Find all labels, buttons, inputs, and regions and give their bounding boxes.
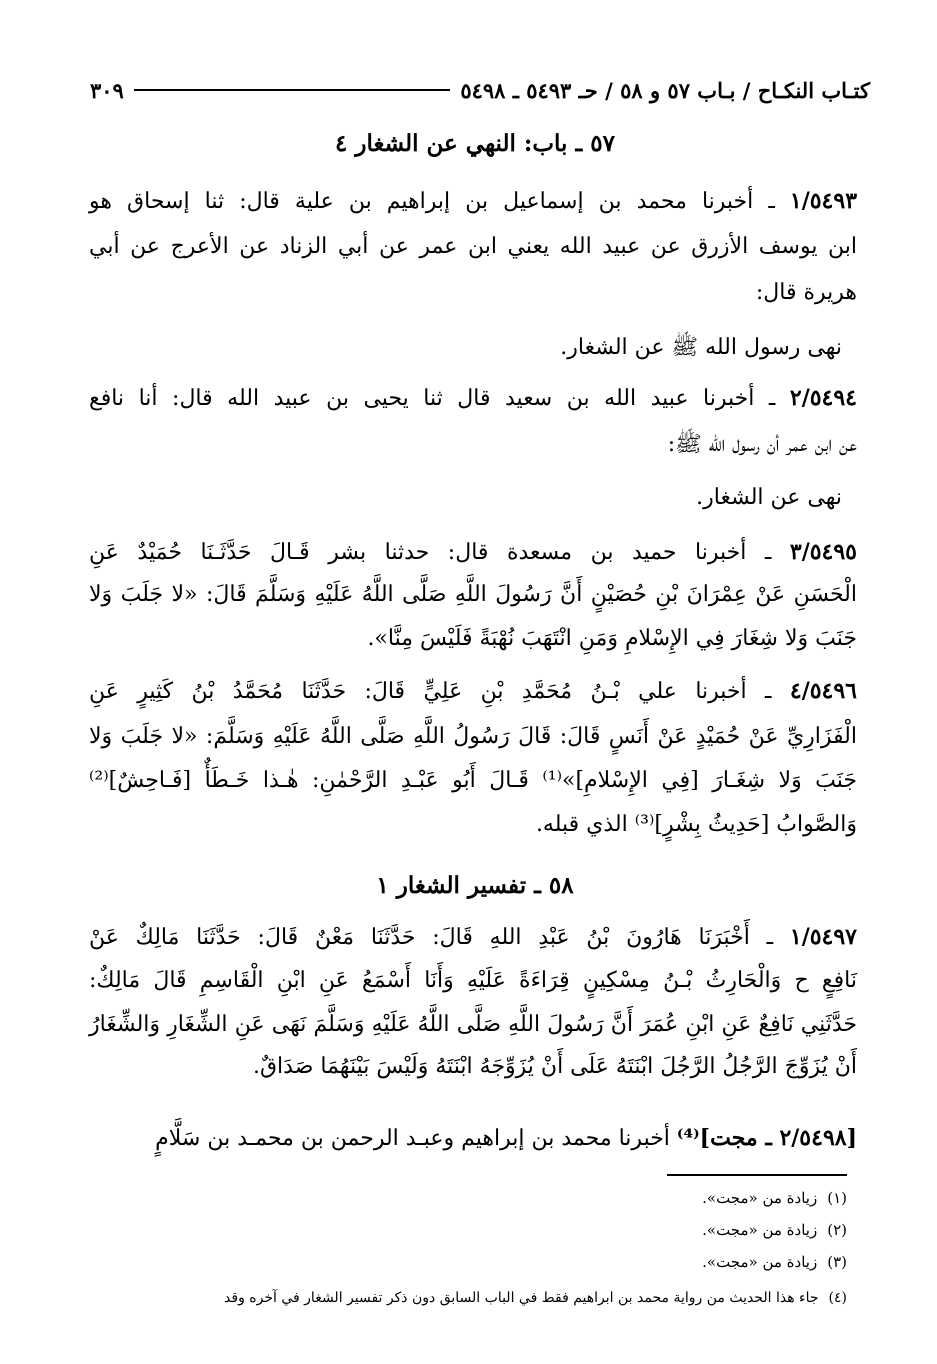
footnote-3 [87,1251,847,1273]
hadith-5496-line-4: وَالصَّوابُ [حَدِيثُ بِشْرٍ]⁽³⁾ الذي قبله. [535,812,857,837]
hadith-5496-line-2: الْفَزَارِيِّ عَنْ حُمَيْدٍ عَنْ أَنَسٍ قَالَ: قَالَ رَسُولُ اللَّهِ صَلَّى اللَّهُ عَلَيْهِ وَسَلَّمَ: «لا جَلَبَ وَلا [89,724,857,749]
hadith-number: ١/٥٤٩٧ [789,924,857,950]
header-title: كتـاب النكـاح / بـاب ٥٧ و ٥٨ / حـ ٥٤٩٣ ـ ٥٤٩٨ [460,77,870,103]
footnote-number: (١) [827,1189,847,1207]
hadith-5495-line-2: الْحَسَنِ عَنْ عِمْرَانَ بْنِ حُصَيْنٍ أَنَّ رَسُولَ اللَّهِ صَلَّى اللَّهُ عَلَيْهِ وَسَلَّمَ قَالَ: «لا جَلَبَ وَلا [89,582,857,607]
hadith-5494-line-1 [89,383,857,414]
footnote-text: زيادة من «مجت». [702,1253,818,1271]
hadith-number: [٢/٥٤٩٨ ـ مجت]⁽⁴⁾ [676,1125,857,1151]
hadith-5493-line-3: هريرة قال: [755,280,857,305]
page-number: ٣٠٩ [90,77,124,103]
footnote-text: جاء هذا الحديث من رواية محمد بن ابراهيم فقط في الباب السابق دون ذكر تفسير الشغار في آخره وقد [224,1290,819,1306]
chapter-58-title: ٥٨ ـ تفسير الشغار ١ [376,872,574,899]
hadith-5493-line-2: ابن يوسف الأزرق عن عبيد الله يعني ابن عمر عن أبي الزناد عن الأعرج عن أبي [89,234,857,259]
header-rule [134,89,450,91]
hadith-text: ـ أخبرنا محمد بن إسماعيل بن إبراهيم بن علية قال: ثنا إسحاق هو [89,189,775,214]
hadith-5497-line-4: أَنْ يُزَوِّجَ الرَّجُلُ الرَّجُلَ ابْنَتَهُ عَلَى أَنْ يُزَوِّجَهُ ابْنَتَهُ وَلَيْسَ بَيْنَهُمَا صَدَاقٌ. [252,1054,857,1079]
hadith-5494-matn: نهى عن الشغار. [696,485,842,510]
hadith-text: ـ أخبرنا حميد بن مسعدة قال: حدثنا بشر قَـالَ حَدَّثَـنَا حُمَيْدٌ عَنِ [89,540,772,565]
footnote-text: زيادة من «مجت». [702,1189,818,1207]
footnote-number: (٢) [827,1221,847,1239]
footnote-2 [87,1219,847,1241]
footnote-number: (٤) [828,1290,847,1306]
hadith-text: أخبرنا محمد بن إبراهيم وعبـد الرحمن بن محمـد بن سَلَّامٍ [155,1126,670,1151]
hadith-number: ٣/٥٤٩٥ [789,539,857,565]
footnote-text: زيادة من «مجت». [702,1221,818,1239]
hadith-5495-line-1 [89,537,857,568]
hadith-5496-line-1 [89,676,857,707]
hadith-5497-line-2: نَافِعٍ ح وَالْحَارِثُ بْـنُ مِسْكِينٍ قِرَاءَةً عَلَيْهِ وَأَنَا أَسْمَعُ عَنِ ابْنِ الْقَاسِمِ قَالَ مَالِكٌ: [89,968,857,993]
hadith-number: ١/٥٤٩٣ [789,188,858,214]
hadith-number: ٤/٥٤٩٦ [789,678,857,704]
hadith-5493-line-1 [89,186,857,217]
hadith-text: ـ أخبرنا علي بْـنُ مُحَمَّدِ بْنِ عَلِيٍّ قَالَ: حَدَّثَنَا مُحَمَّدُ بْنُ كَثِيرٍ عَنِ [89,679,772,704]
footnote-1 [87,1187,847,1209]
hadith-5497-line-1 [89,922,857,953]
hadith-5494-line-2: عن ابن عمر أن رسول الله ﷺ: [667,432,857,457]
hadith-text: ـ أَخْبَرَنَا هَارُونَ بْنُ عَبْدِ اللهِ قَالَ: حَدَّثَنَا مَعْنٌ قَالَ: حَدَّثَنَا مَالِكٌ عَنْ [89,925,774,950]
footnote-separator [667,1174,847,1176]
hadith-text: ـ أخبرنا عبيد الله بن سعيد قال ثنا يحيى بن عبيد الله قال: أنا نافع [89,386,776,411]
footnote-4 [87,1287,847,1309]
hadith-5496-line-3: جَنَبَ وَلا شِغَـارَ [فِي الإِسْلامِ]»⁽¹⁾ قَـالَ أَبُو عَبْـدِ الرَّحْمٰنِ: هٰـذا خَـطَأٌ [فَـاحِشٌ]⁽²⁾ [89,768,858,793]
hadith-5497-line-3: حَدَّثَنِي نَافِعٌ عَنِ ابْنِ عُمَرَ أَنَّ رَسُولَ اللَّهِ صَلَّى اللَّهُ عَلَيْهِ وَسَلَّمَ نَهَى عَنِ الشِّغَارِ وَالشِّغَارُ [89,1012,857,1037]
hadith-5495-line-3: جَنَبَ وَلا شِغَارَ فِي الإِسْلامِ وَمَنِ انْتَهَبَ نُهْبَةً فَلَيْسَ مِنَّا». [367,626,857,651]
chapter-57-title: ٥٧ ـ باب: النهي عن الشغار ٤ [335,130,615,157]
footnote-number: (٣) [827,1253,847,1271]
hadith-5498-line-1 [89,1123,857,1154]
running-header [90,72,870,108]
hadith-5493-matn: نهى رسول الله ﷺ عن الشغار. [560,335,842,360]
hadith-number: ٢/٥٤٩٤ [789,385,857,411]
